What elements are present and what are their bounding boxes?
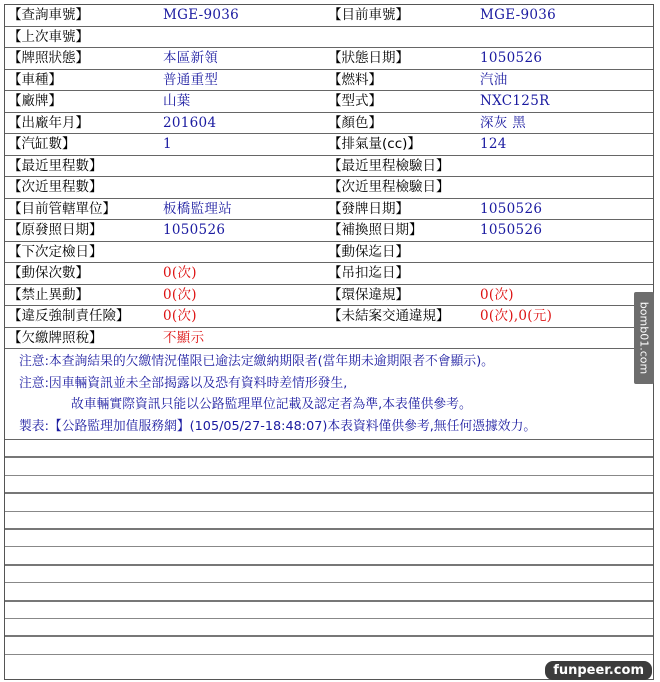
field-value xyxy=(477,177,653,199)
field-value: 山葉 xyxy=(160,91,325,113)
blank-line xyxy=(5,637,653,654)
field-label: 【查詢車號】 xyxy=(5,5,160,26)
field-label: 【吊扣迄日】 xyxy=(325,263,477,285)
field-value xyxy=(160,26,325,48)
field-value: 板橋監理站 xyxy=(160,198,325,220)
note-disclosure: 注意:因車輛資訊並未全部揭露以及恐有資料時差情形發生, xyxy=(19,375,348,391)
field-label: 【排氣量(cc)】 xyxy=(325,134,477,156)
record-row xyxy=(5,284,653,306)
field-label: 【廠牌】 xyxy=(5,91,160,113)
field-label: 【次近里程數】 xyxy=(5,177,160,199)
field-value: 不顯示 xyxy=(160,327,325,349)
field-label: 【顏色】 xyxy=(325,112,477,134)
field-label: 【上次車號】 xyxy=(5,26,160,48)
field-label: 【燃料】 xyxy=(325,69,477,91)
blank-line xyxy=(5,619,653,637)
record-row xyxy=(5,5,653,26)
field-value xyxy=(477,241,653,263)
vehicle-info-table xyxy=(5,5,653,349)
field-value xyxy=(160,177,325,199)
record-row xyxy=(5,48,653,70)
field-value: 普通重型 xyxy=(160,69,325,91)
field-value: 1050526 xyxy=(477,198,653,220)
field-value: 本區新領 xyxy=(160,48,325,70)
field-label: 【狀態日期】 xyxy=(325,48,477,70)
blank-line xyxy=(5,602,653,619)
field-label: 【次近里程檢驗日】 xyxy=(325,177,477,199)
site-watermark: funpeer.com xyxy=(545,661,652,680)
field-value xyxy=(160,155,325,177)
vehicle-record-sheet xyxy=(4,4,654,680)
field-label: 【汽缸數】 xyxy=(5,134,160,156)
field-value: 1050526 xyxy=(160,220,325,242)
record-row xyxy=(5,26,653,48)
field-value: MGE-9036 xyxy=(477,5,653,26)
field-label: 【發牌日期】 xyxy=(325,198,477,220)
field-value: 1050526 xyxy=(477,220,653,242)
field-label: 【未結案交通違規】 xyxy=(325,306,477,328)
record-row xyxy=(5,91,653,113)
field-value: NXC125R xyxy=(477,91,653,113)
record-row xyxy=(5,220,653,242)
field-value: 0(次) xyxy=(160,263,325,285)
field-value: 124 xyxy=(477,134,653,156)
field-value: 深灰 黑 xyxy=(477,112,653,134)
blank-line xyxy=(5,547,653,565)
field-value xyxy=(160,241,325,263)
field-label: 【環保違規】 xyxy=(325,284,477,306)
field-label: 【型式】 xyxy=(325,91,477,113)
record-row xyxy=(5,112,653,134)
record-row xyxy=(5,177,653,199)
field-label: 【車種】 xyxy=(5,69,160,91)
record-row xyxy=(5,241,653,263)
blank-line xyxy=(5,494,653,511)
field-label: 【出廠年月】 xyxy=(5,112,160,134)
blank-line xyxy=(5,530,653,547)
field-value xyxy=(477,263,653,285)
blank-line xyxy=(5,583,653,601)
field-value: 1050526 xyxy=(477,48,653,70)
field-label: 【違反強制責任險】 xyxy=(5,306,160,328)
field-label: 【動保迄日】 xyxy=(325,241,477,263)
field-value xyxy=(477,26,653,48)
blank-line xyxy=(5,458,653,475)
field-value: 1 xyxy=(160,134,325,156)
record-row xyxy=(5,198,653,220)
field-value: MGE-9036 xyxy=(160,5,325,26)
field-label: 【欠繳牌照稅】 xyxy=(5,327,160,349)
field-label: 【禁止異動】 xyxy=(5,284,160,306)
field-label: 【牌照狀態】 xyxy=(5,48,160,70)
note-authority: 故車輛實際資訊只能以公路監理單位記載及認定者為準,本表僅供參考。 xyxy=(71,397,472,412)
field-label xyxy=(325,26,477,48)
field-value: 0(次) xyxy=(477,284,653,306)
field-value: 0(次) xyxy=(160,306,325,328)
record-row xyxy=(5,155,653,177)
field-label: 【原發照日期】 xyxy=(5,220,160,242)
field-value xyxy=(477,327,653,349)
field-value: 0(次) xyxy=(160,284,325,306)
field-label: 【目前車號】 xyxy=(325,5,477,26)
field-label: 【補換照日期】 xyxy=(325,220,477,242)
field-label xyxy=(325,327,477,349)
side-watermark-tag xyxy=(634,292,654,384)
blank-line xyxy=(5,512,653,530)
blank-line xyxy=(5,440,653,458)
field-label: 【動保次數】 xyxy=(5,263,160,285)
notes-block xyxy=(5,349,653,440)
record-row xyxy=(5,306,653,328)
field-label: 【最近里程檢驗日】 xyxy=(325,155,477,177)
blank-line xyxy=(5,566,653,583)
blank-lines xyxy=(5,440,653,655)
field-value: 0(次),0(元) xyxy=(477,306,653,328)
record-row xyxy=(5,263,653,285)
record-row xyxy=(5,134,653,156)
field-value xyxy=(477,155,653,177)
blank-line xyxy=(5,476,653,494)
side-watermark-text: bomb01.com xyxy=(637,301,651,375)
field-label: 【下次定檢日】 xyxy=(5,241,160,263)
record-row xyxy=(5,327,653,349)
note-source: 製表:【公路監理加值服務網】(105/05/27-18:48:07)本表資料僅供參考,無任何憑據效力。 xyxy=(19,418,537,434)
record-row xyxy=(5,69,653,91)
note-arrears: 注意:本查詢結果的欠繳情況僅限已逾法定繳納期限者(當年期未逾期限者不會顯示)。 xyxy=(19,354,494,369)
field-label: 【最近里程數】 xyxy=(5,155,160,177)
field-value: 汽油 xyxy=(477,69,653,91)
field-label: 【目前管轄單位】 xyxy=(5,198,160,220)
field-value: 201604 xyxy=(160,112,325,134)
